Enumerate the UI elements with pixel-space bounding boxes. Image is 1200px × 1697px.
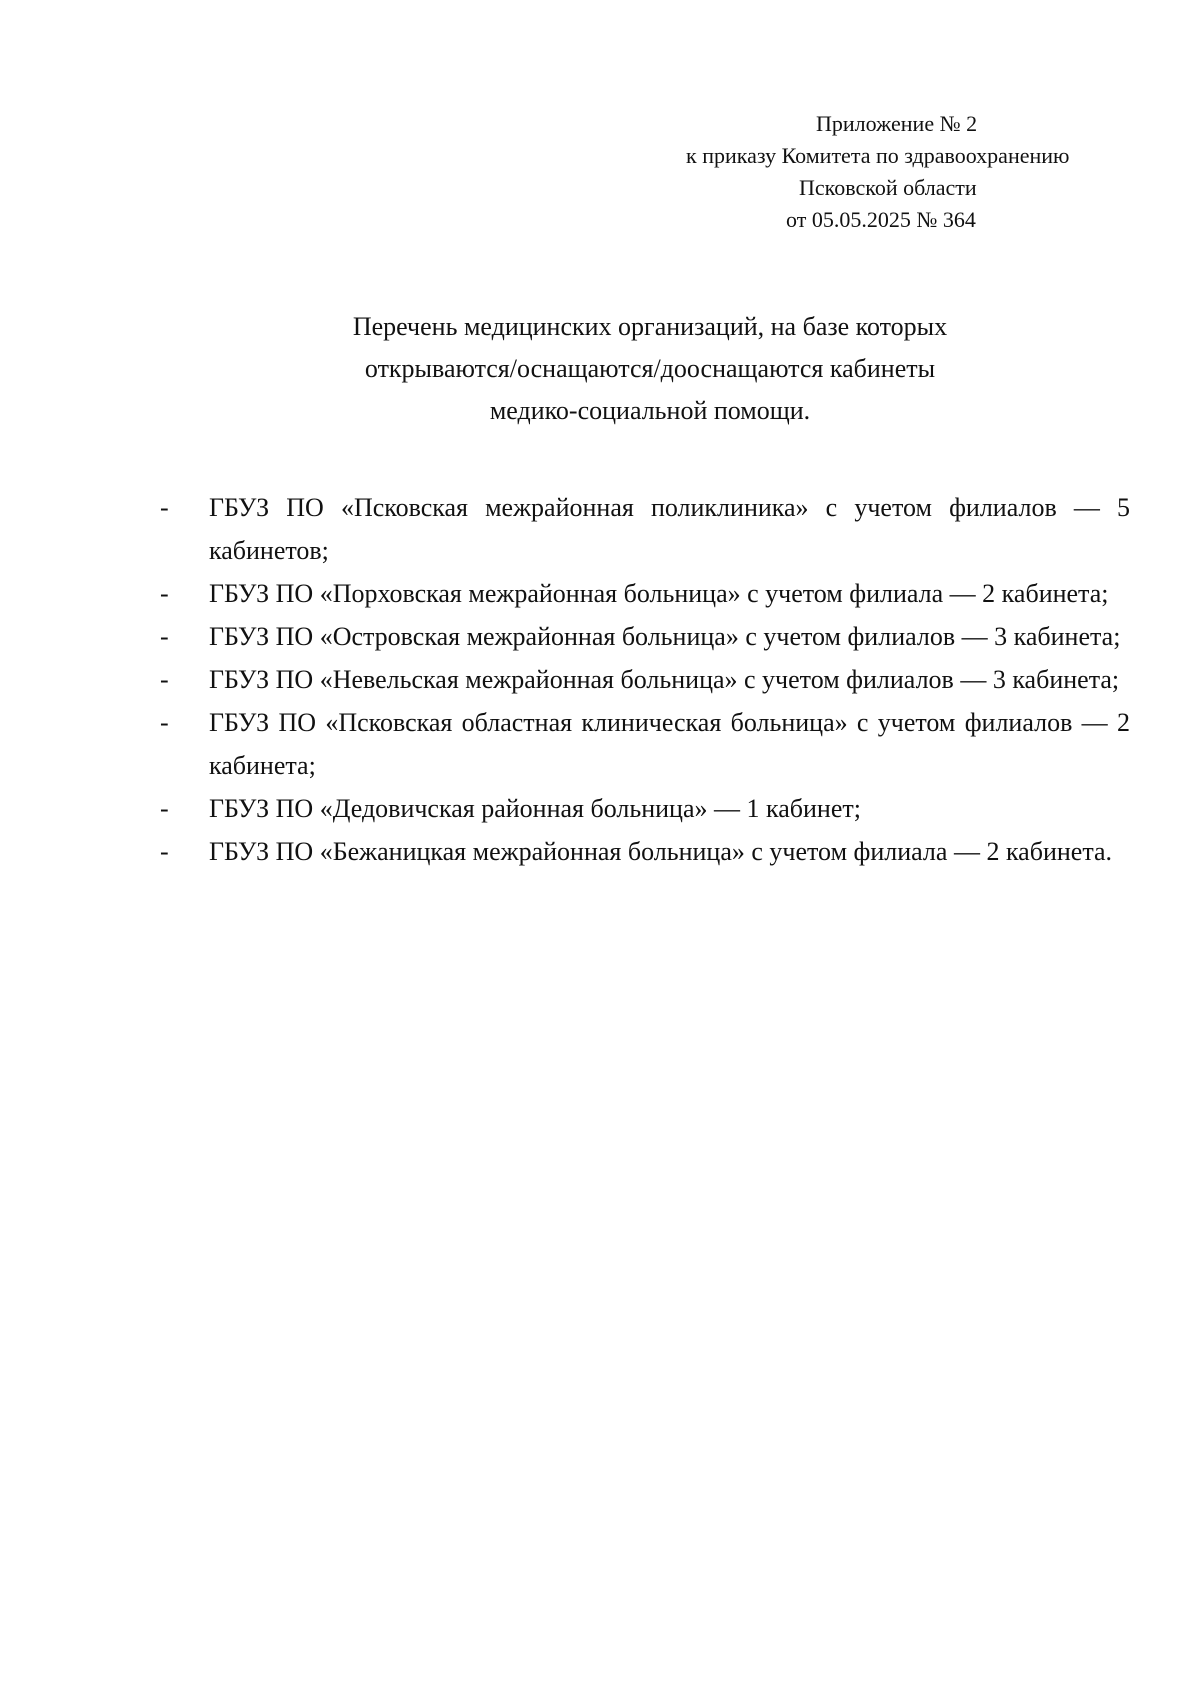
order-reference: к приказу Комитета по здравоохранению [686,143,1070,168]
bullet-dash: - [160,665,169,694]
list-item [160,787,1130,830]
bullet-dash: - [160,794,169,823]
list-item [160,658,1130,701]
list-item-text: ГБУЗ ПО «Псковская областная клиническая больница» с учетом филиалов — 2 кабинета; [209,708,1130,780]
list-item-text: ГБУЗ ПО «Островская межрайонная больница» с учетом филиалов — 3 кабинета; [209,622,1121,651]
list-item [160,572,1130,615]
bullet-dash: - [160,622,169,651]
bullet-dash: - [160,708,169,737]
list-item [160,701,1130,787]
list-item [160,486,1130,572]
list-item-text: ГБУЗ ПО «Дедовичская районная больница» — 1 кабинет; [209,794,861,823]
list-item-text: ГБУЗ ПО «Бежаницкая межрайонная больница» с учетом филиала — 2 кабинета. [209,837,1113,866]
organization-list [160,486,1130,873]
bullet-dash: - [160,579,169,608]
document-title [200,306,1100,432]
appendix-header [640,108,1140,236]
appendix-number: Приложение № 2 [816,111,978,136]
region-name: Псковской области [799,175,977,200]
list-item-text: ГБУЗ ПО «Псковская межрайонная поликлиника» с учетом филиалов — 5 кабинетов; [209,493,1130,565]
list-item-text: ГБУЗ ПО «Невельская межрайонная больница» с учетом филиалов — 3 кабинета; [209,665,1120,694]
list-item [160,830,1130,873]
bullet-dash: - [160,493,169,522]
title-line-3: медико-социальной помощи. [489,396,811,425]
order-date-number: от 05.05.2025 № 364 [786,207,976,232]
list-item-text: ГБУЗ ПО «Порховская межрайонная больница» с учетом филиала — 2 кабинета; [209,579,1109,608]
list-item [160,615,1130,658]
title-line-2: открываются/оснащаются/дооснащаются кабинеты [364,354,936,383]
bullet-dash: - [160,837,169,866]
title-line-1: Перечень медицинских организаций, на базе которых [352,312,948,341]
